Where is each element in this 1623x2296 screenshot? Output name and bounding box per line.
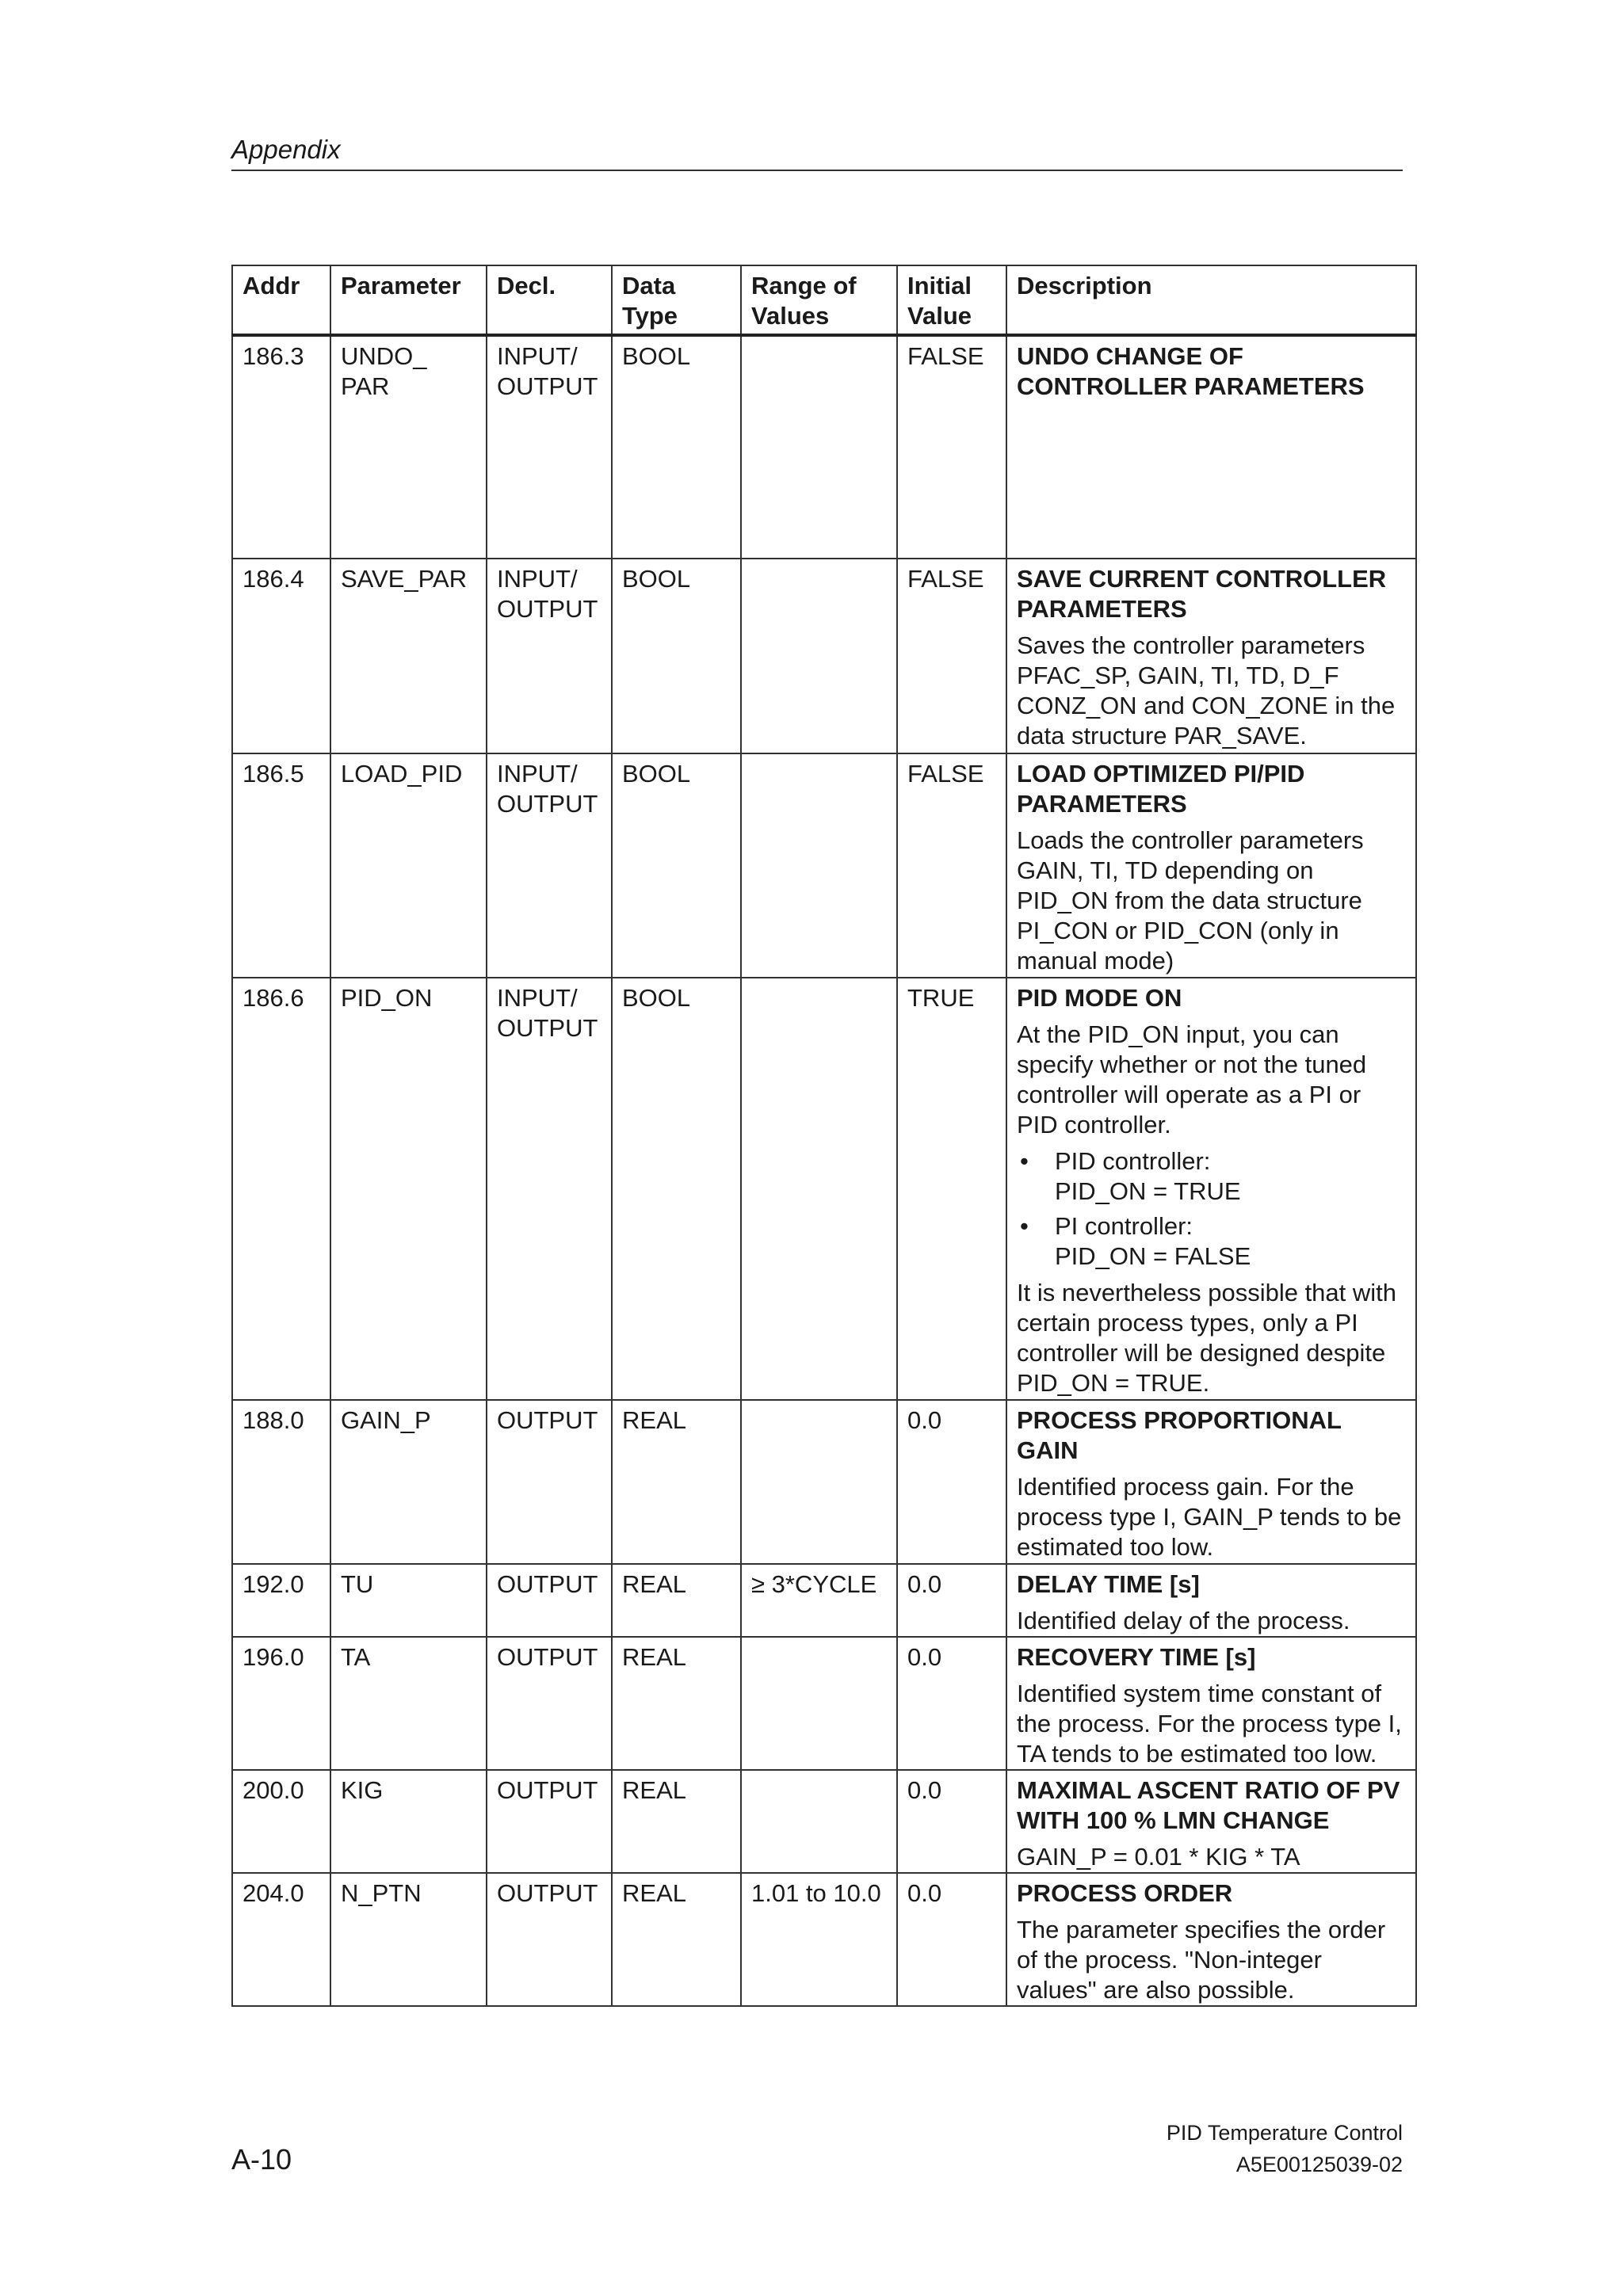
bullet-line: PID_ON = TRUE [1055, 1177, 1241, 1205]
cell-description [1006, 753, 1416, 978]
cell-description [1006, 1564, 1416, 1637]
cell-data-type: BOOL [612, 753, 741, 978]
page-number: A-10 [231, 2143, 292, 2176]
decl-line: OUTPUT [497, 1014, 598, 1042]
cell-range: ≥ 3*CYCLE [741, 1564, 897, 1637]
text-line: PID controller. [1017, 1111, 1171, 1138]
cell-data-type: REAL [612, 1637, 741, 1770]
title-line: PARAMETERS [1017, 790, 1187, 818]
cell-parameter: TA [330, 1637, 487, 1770]
text-line: Identified system time constant of [1017, 1680, 1382, 1707]
description-text [1017, 1679, 1406, 1769]
text-line: PID_ON from the data structure [1017, 887, 1362, 914]
cell-decl [487, 335, 612, 559]
text-line: controller will operate as a PI or [1017, 1081, 1361, 1108]
cell-data-type: REAL [612, 1400, 741, 1564]
table-row [232, 978, 1416, 1400]
cell-description [1006, 1400, 1416, 1564]
running-header [231, 135, 1403, 171]
cell-description [1006, 1770, 1416, 1873]
list-item [1017, 1211, 1406, 1272]
table-row [232, 1637, 1416, 1770]
text-line: of the process. "Non-integer [1017, 1946, 1322, 1974]
description-text [1017, 631, 1406, 751]
title-line: WITH 100 % LMN CHANGE [1017, 1806, 1330, 1834]
param-line: PAR [341, 372, 390, 400]
text-line: certain process types, only a PI [1017, 1309, 1358, 1337]
table-row [232, 1873, 1416, 2006]
cell-parameter: LOAD_PID [330, 753, 487, 978]
document-title: PID Temperature Control [1166, 2121, 1403, 2145]
text-line: Identified delay of the process. [1017, 1607, 1350, 1634]
text-line: the process. For the process type I, [1017, 1710, 1402, 1737]
decl-line: OUTPUT [497, 595, 598, 623]
description-title [1017, 983, 1406, 1013]
decl-line: INPUT/ [497, 565, 578, 593]
title-line: MAXIMAL ASCENT RATIO OF PV [1017, 1776, 1400, 1804]
description-text [1017, 1606, 1406, 1636]
text-line: CONZ_ON and CON_ZONE in the [1017, 692, 1396, 719]
title-line: SAVE CURRENT CONTROLLER [1017, 565, 1387, 593]
col-header-range-line: Values [751, 302, 830, 330]
table-row [232, 559, 1416, 753]
description-title [1017, 341, 1406, 402]
title-line: PID MODE ON [1017, 984, 1182, 1012]
col-header-initial [897, 265, 1006, 335]
title-line: PARAMETERS [1017, 595, 1187, 623]
cell-initial: FALSE [897, 753, 1006, 978]
cell-addr: 186.3 [232, 335, 330, 559]
title-line: LOAD OPTIMIZED PI/PID [1017, 760, 1305, 788]
table-row [232, 1770, 1416, 1873]
bullet-icon: • [1020, 1147, 1029, 1175]
section-title: Appendix [231, 135, 341, 164]
description-text [1017, 826, 1406, 976]
col-header-range [741, 265, 897, 335]
cell-initial: FALSE [897, 335, 1006, 559]
cell-decl: OUTPUT [487, 1873, 612, 2006]
cell-decl [487, 559, 612, 753]
description-text-after [1017, 1278, 1406, 1398]
col-header-addr: Addr [232, 265, 330, 335]
bullet-line: PI controller: [1055, 1212, 1193, 1240]
text-line: Loads the controller parameters [1017, 826, 1364, 854]
text-line: GAIN_P = 0.01 * KIG * TA [1017, 1843, 1300, 1871]
title-line: RECOVERY TIME [s] [1017, 1643, 1256, 1671]
description-text [1017, 1915, 1406, 2005]
text-line: The parameter specifies the order [1017, 1916, 1386, 1943]
cell-addr: 188.0 [232, 1400, 330, 1564]
description-title [1017, 1405, 1406, 1466]
decl-line: OUTPUT [497, 790, 598, 818]
cell-data-type: REAL [612, 1873, 741, 2006]
bullet-line: PID_ON = FALSE [1055, 1242, 1251, 1270]
col-header-data-type-line: Type [622, 302, 678, 330]
cell-data-type: BOOL [612, 978, 741, 1400]
cell-description [1006, 978, 1416, 1400]
table-row [232, 335, 1416, 559]
cell-data-type: BOOL [612, 559, 741, 753]
cell-initial: 0.0 [897, 1564, 1006, 1637]
text-line: At the PID_ON input, you can [1017, 1020, 1339, 1048]
cell-initial: 0.0 [897, 1400, 1006, 1564]
decl-line: INPUT/ [497, 984, 578, 1012]
cell-range [741, 1637, 897, 1770]
col-header-initial-line: Initial [907, 272, 972, 299]
title-line: CONTROLLER PARAMETERS [1017, 372, 1365, 400]
description-text [1017, 1020, 1406, 1140]
title-line: GAIN [1017, 1436, 1079, 1464]
list-item [1017, 1146, 1406, 1207]
cell-description [1006, 335, 1416, 559]
cell-data-type: REAL [612, 1564, 741, 1637]
parameter-table [231, 265, 1417, 2007]
text-line: It is nevertheless possible that with [1017, 1279, 1397, 1306]
text-line: Saves the controller parameters [1017, 631, 1365, 659]
text-line: data structure PAR_SAVE. [1017, 722, 1307, 749]
text-line: values" are also possible. [1017, 1976, 1295, 2004]
col-header-decl: Decl. [487, 265, 612, 335]
cell-addr: 186.4 [232, 559, 330, 753]
cell-decl [487, 978, 612, 1400]
cell-parameter: PID_ON [330, 978, 487, 1400]
text-line: PFAC_SP, GAIN, TI, TD, D_F [1017, 662, 1339, 689]
description-title [1017, 1569, 1406, 1600]
cell-range: 1.01 to 10.0 [741, 1873, 897, 2006]
cell-parameter: TU [330, 1564, 487, 1637]
cell-initial: 0.0 [897, 1637, 1006, 1770]
cell-description [1006, 1873, 1416, 2006]
cell-description [1006, 1637, 1416, 1770]
table-row [232, 1400, 1416, 1564]
cell-addr: 204.0 [232, 1873, 330, 2006]
description-title [1017, 1775, 1406, 1836]
description-title [1017, 1642, 1406, 1672]
cell-range [741, 559, 897, 753]
footer-document-info [1167, 2117, 1403, 2180]
cell-data-type: REAL [612, 1770, 741, 1873]
cell-range [741, 1770, 897, 1873]
text-line: process type I, GAIN_P tends to be [1017, 1503, 1402, 1531]
document-number: A5E00125039-02 [1235, 2153, 1403, 2176]
col-header-parameter: Parameter [330, 265, 487, 335]
cell-range [741, 1400, 897, 1564]
title-line: PROCESS PROPORTIONAL [1017, 1406, 1342, 1434]
text-line: Identified process gain. For the [1017, 1473, 1354, 1501]
cell-parameter: GAIN_P [330, 1400, 487, 1564]
text-line: controller will be designed despite [1017, 1339, 1386, 1367]
cell-range [741, 978, 897, 1400]
cell-decl: OUTPUT [487, 1770, 612, 1873]
description-title [1017, 564, 1406, 624]
bullet-icon: • [1020, 1212, 1029, 1240]
col-header-initial-line: Value [907, 302, 972, 330]
decl-line: INPUT/ [497, 342, 578, 370]
cell-decl: OUTPUT [487, 1400, 612, 1564]
col-header-range-line: Range of [751, 272, 857, 299]
description-title [1017, 759, 1406, 819]
text-line: PI_CON or PID_CON (only in [1017, 917, 1339, 944]
param-line: UNDO_ [341, 342, 427, 370]
table-row [232, 1564, 1416, 1637]
col-header-description: Description [1006, 265, 1416, 335]
text-line: specify whether or not the tuned [1017, 1051, 1367, 1078]
cell-decl [487, 753, 612, 978]
cell-decl: OUTPUT [487, 1637, 612, 1770]
cell-initial: 0.0 [897, 1873, 1006, 2006]
cell-initial: FALSE [897, 559, 1006, 753]
bullet-list [1017, 1146, 1406, 1272]
cell-description [1006, 559, 1416, 753]
cell-initial: TRUE [897, 978, 1006, 1400]
cell-addr: 200.0 [232, 1770, 330, 1873]
cell-addr: 186.6 [232, 978, 330, 1400]
cell-addr: 186.5 [232, 753, 330, 978]
cell-range [741, 335, 897, 559]
description-text [1017, 1472, 1406, 1562]
cell-decl: OUTPUT [487, 1564, 612, 1637]
col-header-data-type [612, 265, 741, 335]
text-line: estimated too low. [1017, 1533, 1214, 1561]
table-header-row [232, 265, 1416, 335]
cell-addr: 192.0 [232, 1564, 330, 1637]
title-line: UNDO CHANGE OF [1017, 342, 1243, 370]
decl-line: INPUT/ [497, 760, 578, 788]
cell-parameter: SAVE_PAR [330, 559, 487, 753]
cell-range [741, 753, 897, 978]
cell-parameter: KIG [330, 1770, 487, 1873]
decl-line: OUTPUT [497, 372, 598, 400]
text-line: manual mode) [1017, 947, 1174, 974]
title-line: DELAY TIME [s] [1017, 1570, 1200, 1598]
cell-initial: 0.0 [897, 1770, 1006, 1873]
title-line: PROCESS ORDER [1017, 1879, 1233, 1907]
description-text [1017, 1842, 1406, 1872]
bullet-line: PID controller: [1055, 1147, 1211, 1175]
col-header-data-type-line: Data [622, 272, 676, 299]
cell-parameter: N_PTN [330, 1873, 487, 2006]
text-line: GAIN, TI, TD depending on [1017, 856, 1314, 884]
cell-data-type: BOOL [612, 335, 741, 559]
cell-addr: 196.0 [232, 1637, 330, 1770]
text-line: TA tends to be estimated too low. [1017, 1740, 1377, 1768]
description-title [1017, 1878, 1406, 1909]
table-row [232, 753, 1416, 978]
text-line: PID_ON = TRUE. [1017, 1369, 1210, 1397]
cell-parameter [330, 335, 487, 559]
